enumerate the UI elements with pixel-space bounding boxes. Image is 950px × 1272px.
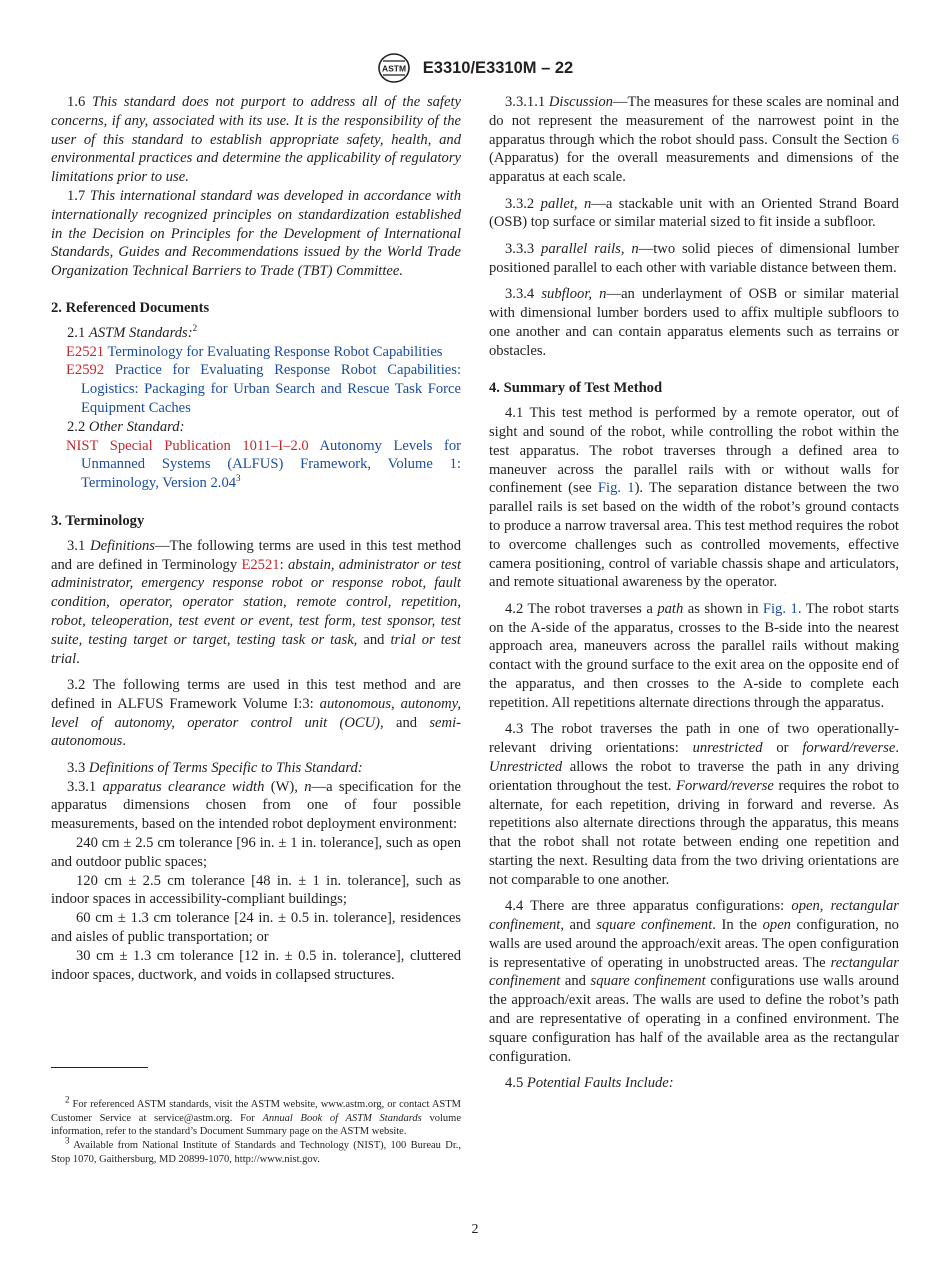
left-column [51, 93, 461, 984]
section-3-2: 3.2 The following terms are used in this test method and are defined in ALFUS Framework Volume I:3: autonomous, autonomy, level of autonomy, operator control unit (OCU), and semi-autonomous. [51, 677, 462, 750]
footnotes [51, 1067, 461, 1167]
astm-logo-icon [377, 52, 411, 84]
section-1-7: 1.7 This international standard was developed in accordance with internationally recognized principles on standardization established in the Decision on Principles for the Development of International Standards, Guides and Recommendations issued by the World Trade Organization Technical Barriers to Trade (TBT) Committee. [51, 187, 462, 280]
section-4-4: 4.4 There are three apparatus configurations: open, rectangular confinement, and square confinement. In the open configuration, no walls are used around the approach/exit areas. The open configuration is representative of operating in unobstructed areas. The rectangular confinement and square confinement configurations use walls around the approach/exit areas. The walls are used to define the robot’s path and are representative of operating in a confined environment. The square configuration has half of the available area as the rectangular configuration. [489, 898, 899, 1065]
footnote-rule [51, 1067, 148, 1068]
tolerance-240cm: 240 cm ± 2.5 cm tolerance [96 in. ± 1 in. tolerance], such as open and outdoor public spaces; [51, 835, 461, 870]
heading-referenced-documents: 2. Referenced Documents [51, 299, 210, 316]
section-4-2: 4.2 The robot traverses a path as shown in Fig. 1. The robot starts on the A-side of the apparatus, crosses to the B-side into the nearest approach area, maneuvers across the parallel rails without making contact with the ground surface to the exit area on the opposite end of the apparatus, and then crosses to the A-side to complete each repetition. All repetitions alternate directions through the apparatus. [489, 600, 899, 711]
section-3-3-4: 3.3.4 subfloor, n—an underlayment of OSB or similar material with dimensional lumber borders used to affix multiple subfloors to one another and can contain apparatus elements such as terrains or obstacles. [489, 286, 899, 359]
section-3-1: 3.1 Definitions—The following terms are used in this test method and are defined in Terminology E2521: abstain, administrator or test administrator, emergency response robot or response robot, fault condition, operator, operator station, remote control, repetition, robot, teleoperation, test event or event, test form, test sponsor, test suite, testing target or target, testing task or task, and trial or test trial. [51, 537, 462, 667]
tolerance-60cm: 60 cm ± 1.3 cm tolerance [24 in. ± 0.5 in. tolerance], residences and aisles of public transportation; or [51, 910, 461, 946]
link-e2521[interactable]: E2521 [241, 556, 280, 573]
standard-designation: E3310/E3310M – 22 [422, 58, 574, 77]
heading-terminology: 3. Terminology [51, 512, 145, 529]
section-3-3-1: 3.3.1 apparatus clearance width (W), n—a specification for the apparatus dimensions chosen from one of four possible measurements, based on the intended robot deployment environment: [51, 778, 462, 833]
reference-nist[interactable]: NIST Special Publication 1011–I–2.0 Autonomy Levels for Unmanned Systems (ALFUS) Framework, Volume 1: Terminology, Version 2.04$^3$ [66, 437, 461, 492]
right-column [489, 93, 899, 1093]
section-4-1: 4.1 This test method is performed by a remote operator, out of sight and sound of the robot, while controlling the robot within the test apparatus. The robot traverses through a defined area to maneuver across the parallel rails with or without walls for confinement (see Fig. 1). The separation distance between the two parallel rails is set based on the width of the robot’s ground contacts to produce a narrow traversal area. This test method requires the robot to overcome challenges such as controlled movements, effective camera positioning, control of variable chassis shape and articulators, and remote situational awareness by the operator. [489, 405, 900, 591]
footnote-2: $^2$ For referenced ASTM standards, visit the ASTM website, www.astm.org, or contact ASTM Customer Service at service@astm.org. For Annual Book of ASTM Standards volume information, refer to the standard’s Document Summary page on the ASTM website. [51, 1094, 461, 1138]
tolerance-120cm: 120 cm ± 2.5 cm tolerance [48 in. ± 1 in. tolerance], such as indoor spaces in accessibility-compliant buildings; [51, 872, 461, 908]
section-4-5: 4.5 Potential Faults Include: [505, 1075, 674, 1092]
tolerance-30cm: 30 cm ± 1.3 cm tolerance [12 in. ± 0.5 in. tolerance], cluttered indoor spaces, ductwork, and voids in collapsed structures. [51, 947, 461, 983]
link-fig-1[interactable]: Fig. 1 [762, 600, 798, 617]
heading-summary-of-test-method: 4. Summary of Test Method [489, 380, 663, 397]
section-3-3-2: 3.3.2 pallet, n—a stackable unit with an Oriented Strand Board (OSB) top surface or similar material sized to fit inside a subfloor. [489, 195, 899, 231]
link-section-6[interactable]: 6 [891, 131, 899, 148]
page-header [0, 52, 950, 84]
footnote-3: $^3$ Available from National Institute of Standards and Technology (NIST), 100 Bureau Dr., Stop 1070, Gaithersburg, MD 20899-1070, http://www.nist.gov. [51, 1135, 461, 1165]
link-fig-1[interactable]: Fig. 1 [597, 480, 635, 497]
section-1-6: 1.6 This standard does not purport to address all of the safety concerns, if any, associated with its use. It is the responsibility of the user of this standard to establish appropriate safety, health, and environmental practices and determine the applicability of regulatory limitations prior to use. [51, 94, 461, 186]
section-4-3: 4.3 The robot traverses the path in one of two operationally-relevant driving orientations: unrestricted or forward/reverse. Unrestricted allows the robot to traverse the path in any driving orientation throughout the test. Forward/reverse requires the robot to alternate, for each repetition, driving in forward and reverse. As repetitions also alternate directions through the apparatus, this means that the robot shall not rotate between ending one repetition and starting the next. Resulting data from the two driving orientations are not comparable to one another. [489, 721, 899, 888]
section-3-3-3: 3.3.3 parallel rails, n—two solid pieces of dimensional lumber positioned parallel to each other with variable distance between them. [489, 240, 900, 276]
page-number: 2 [471, 1222, 479, 1237]
section-2-1: 2.1 ASTM Standards:$^2$ [67, 322, 198, 341]
section-3-3: 3.3 Definitions of Terms Specific to This Standard: [67, 759, 363, 776]
section-2-2: 2.2 Other Standard: [67, 418, 185, 435]
reference-e2521[interactable]: E2521 Terminology for Evaluating Response Robot Capabilities [66, 343, 443, 360]
reference-e2592[interactable]: E2592 Practice for Evaluating Response Robot Capabilities: Logistics: Packaging for Urban Search and Rescue Task Force Equipment Caches [66, 362, 461, 416]
section-3-3-1-1: 3.3.1.1 Discussion—The measures for these scales are nominal and do not represent the measurement of the narrowest point in the apparatus through which the robot should pass. Consult the Section 6 (Apparatus) for the overall measurements and dimensions of the apparatus at each scale. [489, 94, 900, 186]
svg-text:ASTM: ASTM [381, 63, 406, 74]
